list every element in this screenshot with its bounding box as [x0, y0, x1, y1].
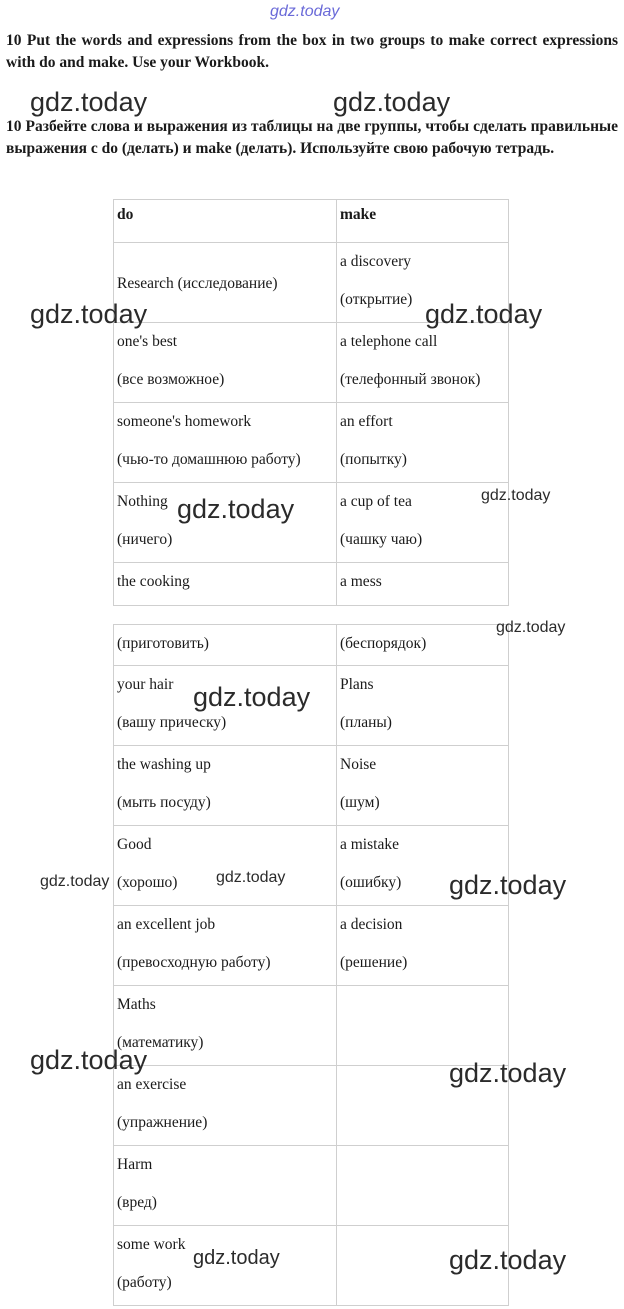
- watermark: gdz.today: [30, 87, 148, 117]
- watermark: gdz.today: [40, 873, 110, 890]
- task-text-english: 10 Put the words and expressions from the box in two groups to make correct expressions with do and make. Use your Workbook.: [6, 32, 618, 71]
- make-phrase: [340, 986, 508, 1024]
- make-phrase: a telephone call: [340, 333, 438, 350]
- do-translation: (вред): [117, 1194, 157, 1211]
- table-row: [114, 563, 509, 606]
- do-make-table-part-1: [113, 199, 509, 606]
- do-translation: (приготовить): [117, 635, 209, 652]
- do-translation: (работу): [117, 1274, 172, 1291]
- watermark: gdz.today: [481, 487, 551, 504]
- do-cell: [114, 563, 337, 606]
- do-phrase: Maths: [117, 996, 156, 1013]
- watermark: gdz.today: [30, 1045, 148, 1075]
- watermark: gdz.today: [333, 87, 451, 117]
- make-translation: [340, 1024, 508, 1062]
- make-cell: [337, 1146, 509, 1226]
- column-header-do: do: [114, 200, 337, 243]
- make-cell: [337, 563, 509, 606]
- make-translation: (телефонный звонок): [340, 371, 481, 388]
- make-translation: (открытие): [340, 291, 413, 308]
- do-cell: [114, 1066, 337, 1146]
- make-cell: [337, 625, 509, 666]
- do-translation: Research (исследование): [117, 275, 278, 292]
- do-phrase: the cooking: [117, 573, 190, 590]
- make-phrase: a mistake: [340, 836, 399, 853]
- do-translation: (хорошо): [117, 874, 178, 891]
- do-cell: [114, 746, 337, 826]
- table-row: [114, 403, 509, 483]
- make-phrase: a decision: [340, 916, 403, 933]
- table-row: [114, 986, 509, 1066]
- make-phrase: a discovery: [340, 253, 412, 270]
- watermark: gdz.today: [216, 869, 286, 886]
- make-phrase: an effort: [340, 413, 393, 430]
- make-cell: [337, 906, 509, 986]
- make-translation: (решение): [340, 954, 408, 971]
- table-row: [114, 666, 509, 746]
- do-phrase: one's best: [117, 333, 178, 350]
- make-translation: (планы): [340, 714, 392, 731]
- do-translation: (все возможное): [117, 371, 225, 388]
- make-phrase: Noise: [340, 756, 377, 773]
- do-cell: [114, 625, 337, 666]
- table-row: [114, 483, 509, 563]
- watermark: gdz.today: [30, 299, 148, 329]
- watermark: gdz.today: [449, 1058, 567, 1088]
- watermark: gdz.today: [177, 494, 295, 524]
- do-phrase: an excellent job: [117, 916, 216, 933]
- do-phrase: your hair: [117, 676, 174, 693]
- do-phrase: some work: [117, 1236, 186, 1253]
- watermark: gdz.today: [449, 870, 567, 900]
- make-phrase: a mess: [340, 573, 382, 590]
- watermark: gdz.today: [425, 299, 543, 329]
- make-translation: (попытку): [340, 451, 407, 468]
- table-row: [114, 1146, 509, 1226]
- make-cell: [337, 666, 509, 746]
- make-cell: [337, 323, 509, 403]
- make-cell: [337, 746, 509, 826]
- do-cell: [114, 1146, 337, 1226]
- do-cell: [114, 826, 337, 906]
- watermark: gdz.today: [449, 1245, 567, 1275]
- table-row: [114, 323, 509, 403]
- watermark: gdz.today: [193, 682, 311, 712]
- do-translation: (мыть посуду): [117, 794, 211, 811]
- do-translation: (чью-то домашнюю работу): [117, 451, 301, 468]
- do-phrase: Harm: [117, 1156, 153, 1173]
- do-phrase: an exercise: [117, 1076, 187, 1093]
- do-translation: (упражнение): [117, 1114, 208, 1131]
- make-translation: (шум): [340, 794, 380, 811]
- make-cell: [337, 986, 509, 1066]
- do-phrase: someone's homework: [117, 413, 252, 430]
- table-row: [114, 746, 509, 826]
- do-translation: (превосходную работу): [117, 954, 271, 971]
- do-cell: [114, 323, 337, 403]
- do-phrase: Good: [117, 836, 152, 853]
- table-row: [114, 625, 509, 666]
- column-header-make: make: [337, 200, 509, 243]
- do-phrase: Nothing: [117, 493, 168, 510]
- do-translation: (ничего): [117, 531, 173, 548]
- do-make-table-part-2: [113, 624, 509, 1306]
- do-translation: (вашу прическу): [117, 714, 227, 731]
- make-translation: (беспорядок): [340, 635, 427, 652]
- do-translation: (математику): [117, 1034, 204, 1051]
- site-logo: gdz.today: [270, 3, 340, 20]
- do-cell: [114, 906, 337, 986]
- table-row: [114, 906, 509, 986]
- table-header-row: [114, 200, 509, 243]
- watermark: gdz.today: [496, 619, 566, 636]
- make-cell: [337, 403, 509, 483]
- make-phrase: Plans: [340, 676, 374, 693]
- do-cell: [114, 403, 337, 483]
- do-phrase: the washing up: [117, 756, 211, 773]
- make-translation: (чашку чаю): [340, 531, 423, 548]
- watermark: gdz.today: [193, 1247, 280, 1269]
- make-translation: (ошибку): [340, 874, 402, 891]
- task-text-russian: 10 Разбейте слова и выражения из таблицы на две группы, чтобы сделать правильные выражения с do (делать) и make (делать). Используйте свою рабочую тетрадь.: [6, 118, 618, 157]
- make-phrase: a cup of tea: [340, 493, 412, 510]
